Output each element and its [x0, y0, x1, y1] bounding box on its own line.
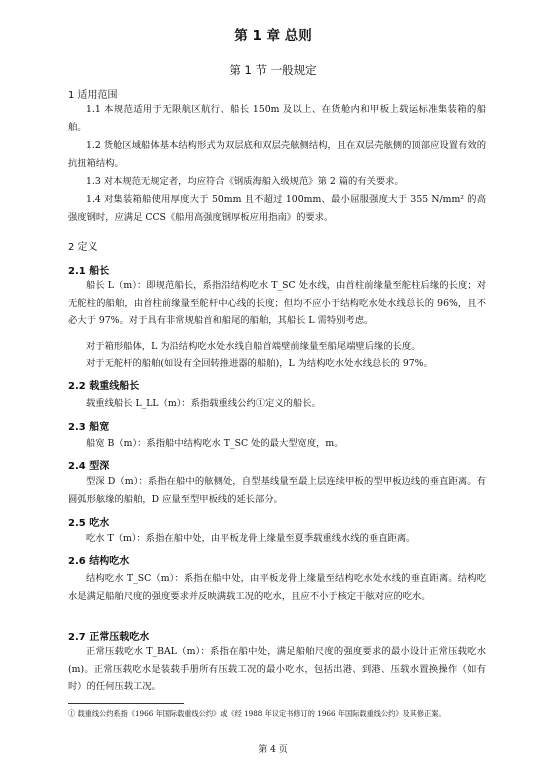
paragraph-scantling-draught: 结构吃水 T_SC（m）：系指在船中处，由平板龙骨上缘量至结构吃水处水线的垂直距离。结构吃水是满足船舶尺度的强度要求并反映满载工况的吃水，且应不小于核定干舷对应的吃水。: [68, 573, 486, 602]
page-number: 第 4 页: [258, 745, 288, 755]
paragraph-ship-length: 船长 L（m）：即规范船长，系指沿结构吃水 T_SC 处水线，由首柱前缘量至舵柱后缘的长度；对无舵柱的船舶，由首柱前缘量至舵杆中心线的长度；但均不应小于结构吃水处水线总长的 96%，且不必大于 97%。对于具有非常规船首和船尾的船舶，其船长 L 需特别考虑。: [68, 280, 486, 326]
chapter-title: 第 1 章 总则: [234, 28, 312, 44]
heading-depth: 2.4 型深: [68, 461, 110, 472]
section-title: 第 1 节 一般规定: [229, 63, 317, 77]
paragraph-draught: 吃水 T（m）：系指在船中处，由平板龙骨上缘量至夏季载重线水线的垂直距离。: [86, 533, 416, 544]
paragraph-1-3: 1.3 对本规范无规定者，均应符合《钢质海船入级规范》第 2 篇的有关要求。: [86, 176, 404, 187]
heading-definitions: 2 定义: [68, 242, 98, 253]
paragraph-1-2: 1.2 货舱区域船体基本结构形式为双层底和双层壳舷侧结构，且在双层壳舷侧的顶部应设置有效的抗扭箱结构。: [68, 140, 486, 169]
paragraph-depth: 型深 D（m）：系指在船中的舷侧处，自型基线量至最上层连续甲板的型甲板边线的垂直距离。有圆弧形舷缘的船舶，D 应量至型甲板线的延长部分。: [68, 476, 486, 505]
heading-draught: 2.5 吃水: [68, 518, 110, 529]
paragraph-ballast-draught: 正常压载吃水 T_BAL（m）：系指在船中处，满足船舶尺度的强度要求的最小设计正常压载吃水(m)。正常压载吃水是装载手册所有压载工况的最小吃水，包括出港、到港、压载水置换操作（如有时）的任何压载工况。: [68, 646, 486, 692]
paragraph-breadth: 船宽 B（m）：系指船中结构吃水 T_SC 处的最大型宽度，m。: [86, 438, 344, 449]
heading-ship-length: 2.1 船长: [68, 266, 110, 277]
paragraph-load-line-length: 载重线船长 L_LL（m）：系指载重线公约①定义的船长。: [86, 398, 321, 409]
heading-breadth: 2.3 船宽: [68, 422, 110, 433]
footnote: ① 载重线公约系指《1966 年国际载重线公约》或《经 1988 年议定书修订的 1966 年国际载重线公约》及其修正案。: [68, 709, 446, 718]
heading-scope: 1 适用范围: [68, 90, 118, 101]
footnote-divider: [68, 703, 184, 704]
paragraph-no-rudder: 对于无舵杆的船舶(如设有全回转推进器的船舶)，L 为结构吃水处水线总长的 97%。: [86, 358, 433, 369]
paragraph-1-1: 1.1 本规范适用于无限航区航行、船长 150m 及以上、在货舱内和甲板上载运标准集装箱的船舶。: [68, 104, 486, 133]
paragraph-box-hull: 对于箱形船体，L 为沿结构吃水处水线自船首端壁前缘量至船尾端壁后缘的长度。: [86, 341, 421, 352]
heading-load-line-length: 2.2 载重线船长: [68, 381, 140, 392]
heading-ballast-draught: 2.7 正常压载吃水: [68, 632, 150, 643]
heading-scantling-draught: 2.6 结构吃水: [68, 556, 130, 567]
paragraph-1-4: 1.4 对集装箱船使用厚度大于 50mm 且不超过 100mm、最小屈服强度大于 355 N/mm² 的高强度钢时，应满足 CCS《船用高强度钢厚板应用指南》的要求。: [68, 194, 486, 223]
